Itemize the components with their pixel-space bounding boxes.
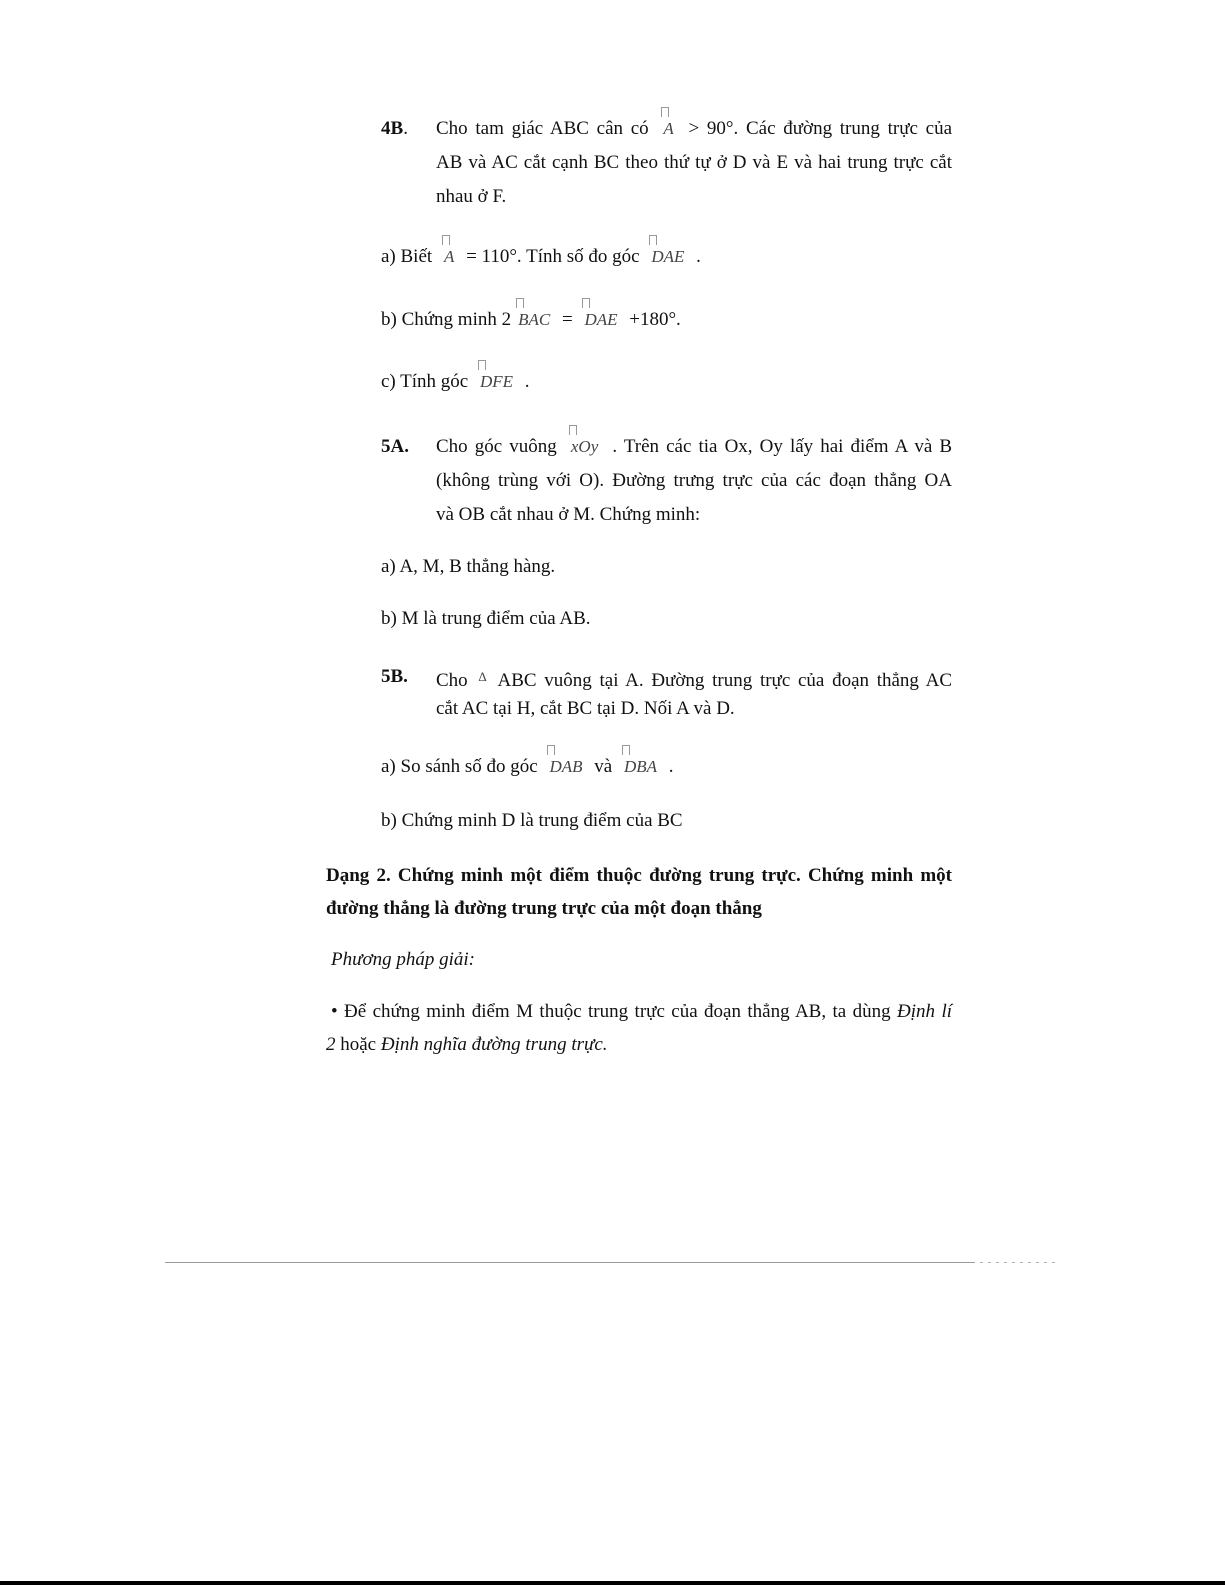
exercise-5a-line1: Cho góc vuông xOy . Trên các tia Ox, Oy lấy hai điểm A và B bbox=[436, 436, 953, 457]
angle-a-symbol: A bbox=[660, 117, 676, 141]
exercise-5a-part-a: a) A, M, B thẳng hàng. bbox=[381, 556, 556, 577]
method-bullet-line1: • Để chứng minh điểm M thuộc trung trực của đoạn thẳng AB, ta dùng Định lí bbox=[331, 1001, 953, 1022]
exercise-5b-part-b: b) Chứng minh D là trung điểm của BC bbox=[381, 810, 683, 831]
angle-dae-symbol: DAE bbox=[648, 245, 687, 269]
exercise-4b-part-c: c) Tính góc DFE . bbox=[381, 371, 530, 392]
exercise-4b-part-a: a) Biết A = 110°. Tính số đo góc DAE . bbox=[381, 246, 701, 267]
angle-dfe-symbol: DFE bbox=[477, 370, 516, 394]
exercise-4b-line2: AB và AC cắt cạnh BC theo thứ tự ở D và E và hai trung trực cắt bbox=[436, 152, 952, 173]
angle-dba-symbol: DBA bbox=[621, 755, 660, 779]
exercise-4b-label: 4B. bbox=[381, 118, 408, 139]
exercise-4b-part-b: b) Chứng minh 2 BAC = DAE +180°. bbox=[381, 309, 681, 330]
section-heading-line2: đường thẳng là đường trung trực của một đoạn thẳng bbox=[326, 898, 762, 919]
method-bullet-line2: 2 hoặc Định nghĩa đường trung trực. bbox=[326, 1034, 608, 1055]
section-heading-line1: Dạng 2. Chứng minh một điểm thuộc đường trung trực. Chứng minh một bbox=[326, 865, 952, 886]
page-divider-dots bbox=[980, 1262, 1060, 1263]
page-bottom-border bbox=[0, 1581, 1225, 1585]
exercise-5b-line2: cắt AC tại H, cắt BC tại D. Nối A và D. bbox=[436, 698, 735, 719]
angle-a-symbol: A bbox=[441, 245, 457, 269]
exercise-4b-line1: Cho tam giác ABC cân có A > 90°. Các đường trung trực của bbox=[436, 118, 953, 139]
triangle-icon: Δ bbox=[478, 669, 487, 684]
angle-xoy-symbol: xOy bbox=[568, 435, 601, 459]
exercise-5a-line2: (không trùng với O). Đường trưng trực của các đoạn thẳng OA bbox=[436, 470, 952, 491]
exercise-5a-line3: và OB cắt nhau ở M. Chứng minh: bbox=[436, 504, 701, 525]
exercise-4b-line3: nhau ở F. bbox=[436, 186, 507, 207]
exercise-5a-label: 5A. bbox=[381, 436, 409, 457]
exercise-5b-part-a: a) So sánh số đo góc DAB và DBA . bbox=[381, 756, 674, 777]
exercise-5a-part-b: b) M là trung điểm của AB. bbox=[381, 608, 591, 629]
exercise-5b-line1: Cho $^\Delta$ ABC vuông tại A. Đường trung trực của đoạn thẳng AC bbox=[436, 669, 952, 691]
method-label: Phương pháp giải: bbox=[331, 949, 475, 970]
angle-dab-symbol: DAB bbox=[546, 755, 585, 779]
page-divider bbox=[165, 1262, 975, 1263]
angle-bac-symbol: BAC bbox=[515, 308, 553, 332]
exercise-5b-label: 5B. bbox=[381, 666, 408, 687]
angle-dae-symbol: DAE bbox=[581, 308, 620, 332]
